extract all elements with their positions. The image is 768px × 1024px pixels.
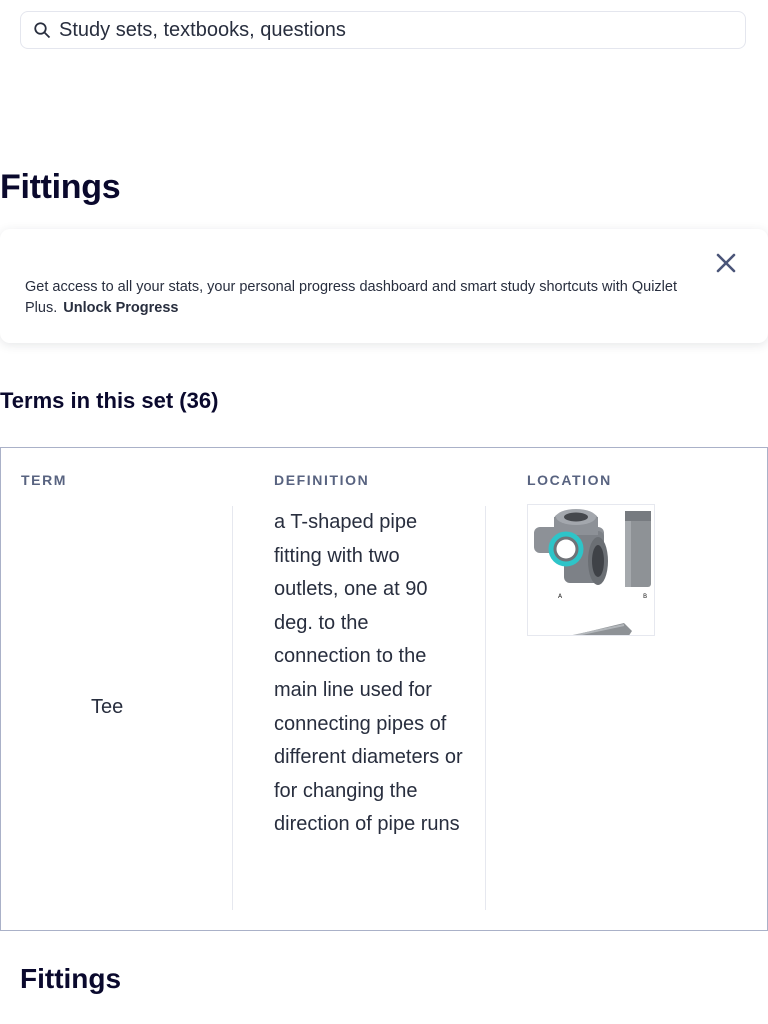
column-header-location: LOCATION bbox=[527, 472, 612, 488]
definition-text: a T-shaped pipe fitting with two outlets, one at 90 deg. to the connection to the main line used for connecting pipes of different diameters or for changing the direction of pipe runs bbox=[274, 511, 463, 836]
banner-message bbox=[25, 277, 735, 319]
terms-heading: Terms in this set (36) bbox=[0, 388, 219, 413]
image-label-b: B bbox=[643, 593, 648, 600]
column-header-definition: DEFINITION bbox=[274, 472, 370, 488]
next-section-title: Fittings bbox=[20, 963, 122, 994]
search-bar[interactable] bbox=[20, 11, 746, 49]
page-title: Fittings bbox=[0, 168, 121, 206]
location-image[interactable] bbox=[527, 504, 655, 636]
pipe-fittings-illustration bbox=[528, 505, 655, 636]
upsell-banner bbox=[0, 229, 768, 343]
search-input[interactable]: Study sets, textbooks, questions bbox=[59, 18, 346, 41]
image-label-a: A bbox=[558, 593, 563, 600]
banner-text: Get access to all your stats, your personal progress dashboard and smart study shortcuts with Quizlet Plus. bbox=[25, 279, 677, 316]
terms-table bbox=[0, 447, 768, 931]
close-icon[interactable] bbox=[714, 251, 738, 275]
column-header-term: TERM bbox=[21, 472, 68, 488]
column-divider bbox=[232, 506, 233, 910]
column-divider bbox=[485, 506, 486, 910]
unlock-progress-link[interactable]: Unlock Progress bbox=[63, 300, 179, 316]
term-text: Tee bbox=[91, 696, 124, 718]
search-icon bbox=[33, 21, 51, 39]
